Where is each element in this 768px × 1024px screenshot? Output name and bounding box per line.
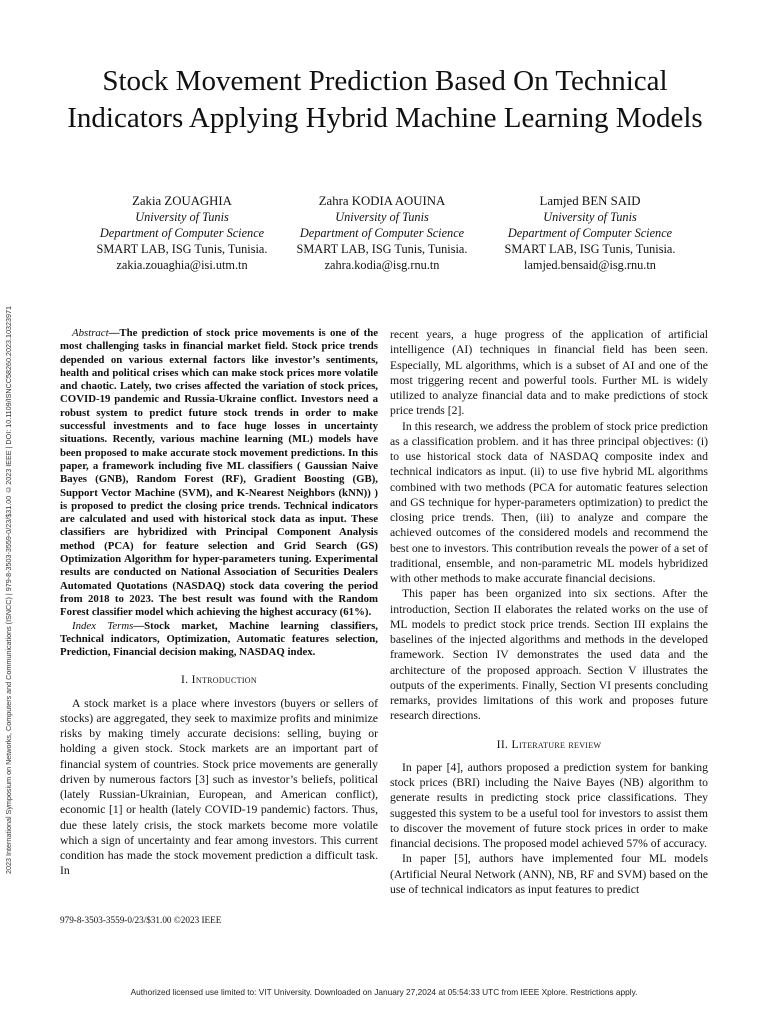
copyright-line: 979-8-3503-3559-0/23/$31.00 ©2023 IEEE: [60, 915, 222, 925]
paragraph: In this research, we address the problem of stock price prediction as a classification problem. and it has three principal objectives: (i) to use historical stock data of NASDAQ composite index and technical indicators as input. (ii) to use five hybrid ML algorithms combined with two methods (PCA for automatic features selection and GS technique for hyper-parameters optimization) to predict the closing price trends. Then, (iii) to analyze and compare the achieved outcomes of the considered models and recommend the best one to investors. This contribution reveals the power of a set of traditional, ensemble, and non-parametric ML models hybridized with other methods to make accurate financial decisions.: [390, 419, 708, 585]
abstract-text: —The prediction of stock price movements is one of the most challenging tasks in financial market field. Stock price trends depended on various external factors like investor’s sentiments, health and political crises which can make stock prices more volatile and chaotic. Lately, two crises affected the variation of stock prices, COVID-19 pandemic and Russia-Ukraine conflict. Investors need a robust system to predict future stock trends in order to make successful investments and to face huge losses in uncertainty situations. Recently, various machine learning (ML) models have been proposed to make accurate stock movement predictions. In this paper, a framework including five ML classifiers ( Gaussian Naive Bayes (GNB), Random Forest (RF), Gradient Boosting (GB), Support Vector Machine (SVM), and K-Nearest Neighbors (kNN)) ) is proposed to predict the closing price trends. Technical indicators are calculated and used with historical stock data as input. These classifiers are hybridized with Principal Component Analysis method (PCA) for feature selection and Grid Search (GS) Optimization Algorithm for hyper-parameters tuning. Experimental results are conducted on National Association of Securities Dealers Automated Quotations (NASDAQ) stock data covering the period from 2018 to 2023. The best result was found with the Random Forest classifier model which achieving the highest accuracy (61%).: [60, 327, 378, 619]
author-name: Lamjed BEN SAID: [539, 194, 641, 208]
author-lab: SMART LAB, ISG Tunis, Tunisia.: [96, 242, 268, 256]
author-block: [82, 193, 282, 273]
author-email: zahra.kodia@isg.rnu.tn: [324, 258, 440, 272]
left-column: [60, 327, 378, 879]
author-email: lamjed.bensaid@isg.rnu.tn: [524, 258, 656, 272]
license-footer: Authorized licensed use limited to: VIT University. Downloaded on January 27,2024 at 05:54:33 UTC from IEEE Xplore. Restrictions apply.: [130, 987, 638, 997]
paragraph: recent years, a huge progress of the application of artificial intelligence (AI) techniques in financial field has been seen. Especially, ML algorithms, which is a subset of AI and one of the most triggering recent and powerful tools. Further ML is widely utilized to analyze financial data and to make predictions of stock price trends [2].: [390, 328, 708, 418]
paper-title: Stock Movement Prediction Based On Technical Indicators Applying Hybrid Machine Learning Models: [67, 65, 703, 134]
index-terms-label: Index Terms: [72, 619, 134, 632]
author-affiliation: University of Tunis: [543, 210, 637, 224]
author-department: Department of Computer Science: [299, 226, 465, 240]
abstract-label: Abstract: [72, 327, 109, 339]
section-heading: I. Introduction: [181, 673, 257, 687]
author-name: Zahra KODIA AOUINA: [318, 194, 446, 208]
paragraph: In paper [4], authors proposed a prediction system for banking stock prices (BRI) including the Naive Bayes (NB) algorithm to generate results in predicting stock price classifications. They suggested this system to be a useful tool for investors to assist them to discover the movement of future stock prices in order to make financial decisions. The proposed model achieved 57% of accuracy.: [390, 760, 708, 850]
paragraph: This paper has been organized into six sections. After the introduction, Section II elaborates the related works on the use of ML models to predict stock price trends. Section III explains the baselines of the injected algorithms and methods in the developed framework. Section IV demonstrates the used data and the architecture of the proposed approach. Section V illustrates the outputs of the experiments. Finally, Section VI presents concluding remarks, provides limitations of this work and proposes future research directions.: [390, 587, 708, 723]
author-lab: SMART LAB, ISG Tunis, Tunisia.: [504, 242, 676, 256]
author-block: [490, 193, 690, 273]
paragraph: In paper [5], authors have implemented four ML models (Artificial Neural Network (ANN), NB, RF and SVM) based on the use of technical indicators as input features to predict: [390, 852, 708, 896]
author-block: [282, 193, 482, 273]
index-terms-text: —Stock market, Machine learning classifiers, Technical indicators, Optimization, Automatic features selection, Prediction, Financial decision making, NASDAQ index.: [60, 619, 378, 659]
side-note: 2023 International Symposium on Networks, Computers and Communications (ISNCC) | 979-8-3503-3559-0/23/$31.00 ©2023 IEEE | DOI: 10.1109/ISNCC58260.2023.10323971: [4, 306, 13, 874]
author-email: zakia.zouaghia@isi.utm.tn: [116, 258, 248, 272]
section-heading: II. Literature review: [496, 737, 602, 751]
author-affiliation: University of Tunis: [135, 210, 229, 224]
index-terms: [60, 620, 378, 660]
author-name: Zakia ZOUAGHIA: [132, 194, 232, 208]
abstract: [60, 327, 378, 620]
author-department: Department of Computer Science: [507, 226, 673, 240]
author-affiliation: University of Tunis: [335, 210, 429, 224]
paragraph: A stock market is a place where investors (buyers or sellers of stocks) are aggregated, they seek to maximize profits and minimize risks by making timely accurate decisions: selling, buying or holding a given stock. Stock markets are an important part of financial system of countries. Stock price movements are generally driven by numerous factors [3] such as investor’s beliefs, political (lately Russian-Ukrainian, European, and American conflict), economic [1] or health (lately COVID-19 pandemic) factors. Thus, due these lately crisis, the stock markets become more volatile which a sign of uncertainty and fear among investors. This current condition has made the stock movement prediction a difficult task. In: [60, 696, 378, 878]
author-department: Department of Computer Science: [99, 226, 265, 240]
author-lab: SMART LAB, ISG Tunis, Tunisia.: [296, 242, 468, 256]
right-column: [390, 327, 708, 897]
